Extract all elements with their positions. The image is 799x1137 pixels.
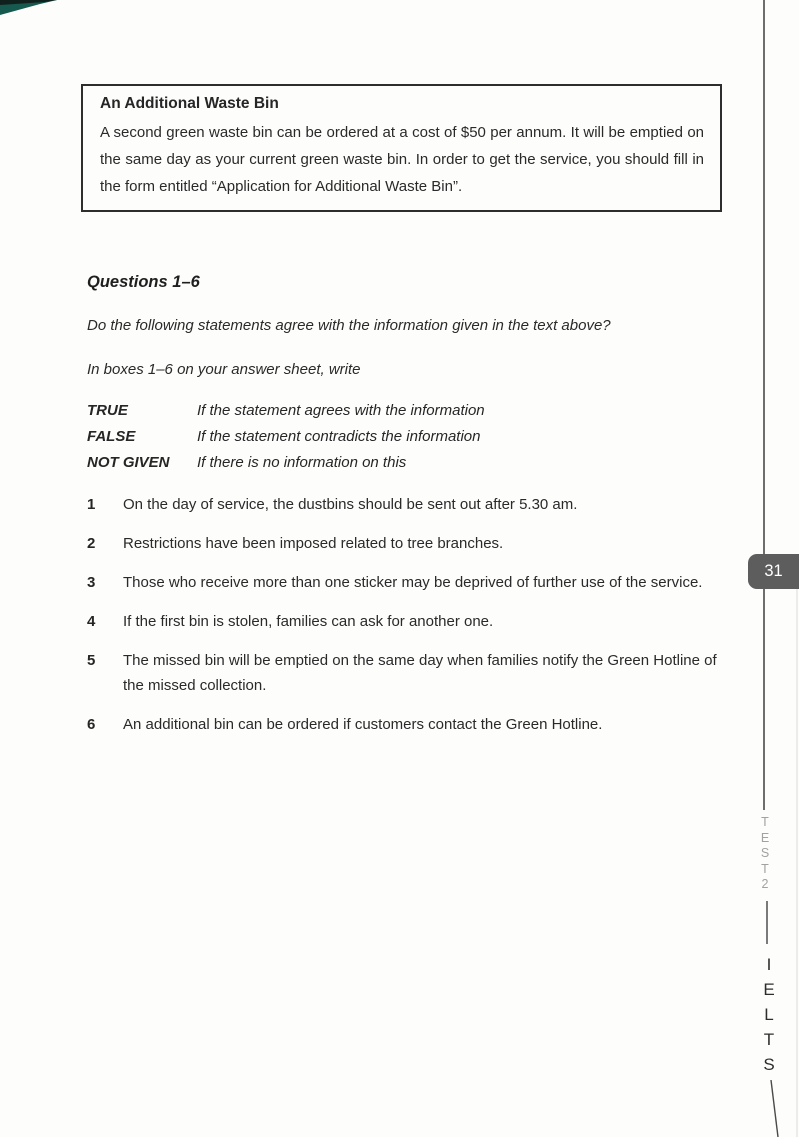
- test-letter: S: [760, 846, 770, 860]
- test-2-vertical-label: [754, 815, 776, 893]
- question-number: 6: [87, 716, 96, 733]
- question-item: [87, 712, 724, 737]
- question-number: 1: [87, 496, 96, 513]
- ielts-letter: S: [763, 1055, 775, 1074]
- question-text: An additional bin can be ordered if customers contact the Green Hotline.: [123, 716, 603, 733]
- answer-option-description: If there is no information on this: [197, 454, 407, 471]
- question-number: 3: [87, 574, 96, 591]
- question-number: 2: [87, 535, 96, 552]
- page-number-tab: [748, 554, 799, 589]
- page-edge-shadow: [796, 560, 798, 1137]
- answer-option-label: FALSE: [87, 428, 136, 445]
- passage-body: A second green waste bin can be ordered at a cost of $50 per annum. It will be emptied on the same day as your current green waste bin. In order to get the service, you should fill in the form entitled “Application for Additional Waste Bin”.: [100, 124, 704, 195]
- test-letter: E: [760, 830, 770, 845]
- page-corner-mark: [0, 0, 62, 20]
- answer-option-not-given: [87, 450, 724, 476]
- question-item: [87, 492, 724, 517]
- ielts-vertical-label: [756, 952, 782, 1077]
- question-text: Restrictions have been imposed related to tree branches.: [123, 535, 504, 552]
- answer-option-label: TRUE: [87, 402, 128, 419]
- ielts-letter: L: [764, 1005, 774, 1024]
- answer-key: [87, 398, 724, 476]
- questions-section: [87, 272, 724, 737]
- instruction-line-2: In boxes 1–6 on your answer sheet, write: [87, 361, 361, 378]
- question-text: If the first bin is stolen, families can ask for another one.: [123, 613, 494, 630]
- ielts-letter: I: [766, 955, 772, 974]
- question-list: [87, 492, 724, 737]
- answer-option-false: [87, 424, 724, 450]
- answer-option-true: [87, 398, 724, 424]
- question-item: [87, 609, 724, 634]
- question-text: The missed bin will be emptied on the same day when families notify the Green Hotline of the missed collection.: [123, 652, 717, 694]
- question-item: [87, 531, 724, 556]
- ielts-slant-rule: [768, 1080, 784, 1137]
- question-item: [87, 648, 724, 698]
- test-letter: T: [761, 861, 769, 876]
- ielts-letter: T: [763, 1030, 775, 1049]
- question-text: Those who receive more than one sticker may be deprived of further use of the service.: [123, 574, 703, 591]
- question-text: On the day of service, the dustbins should be sent out after 5.30 am.: [123, 496, 578, 513]
- instruction-line-1: Do the following statements agree with the information given in the text above?: [87, 317, 611, 334]
- answer-option-description: If the statement agrees with the information: [197, 402, 485, 419]
- answer-option-label: NOT GIVEN: [87, 454, 170, 471]
- question-number: 5: [87, 652, 96, 669]
- questions-heading: Questions 1–6: [87, 273, 200, 291]
- page-number: 31: [764, 562, 783, 580]
- question-number: 4: [87, 613, 96, 630]
- answer-option-description: If the statement contradicts the information: [197, 428, 481, 445]
- passage-title: An Additional Waste Bin: [100, 95, 279, 112]
- label-divider-rule: [766, 901, 768, 944]
- page-edge-rule: [763, 0, 765, 810]
- test-letter: T: [761, 815, 769, 829]
- test-letter: 2: [761, 877, 769, 891]
- passage-box: [81, 84, 722, 212]
- question-item: [87, 570, 724, 595]
- ielts-letter: E: [763, 980, 775, 999]
